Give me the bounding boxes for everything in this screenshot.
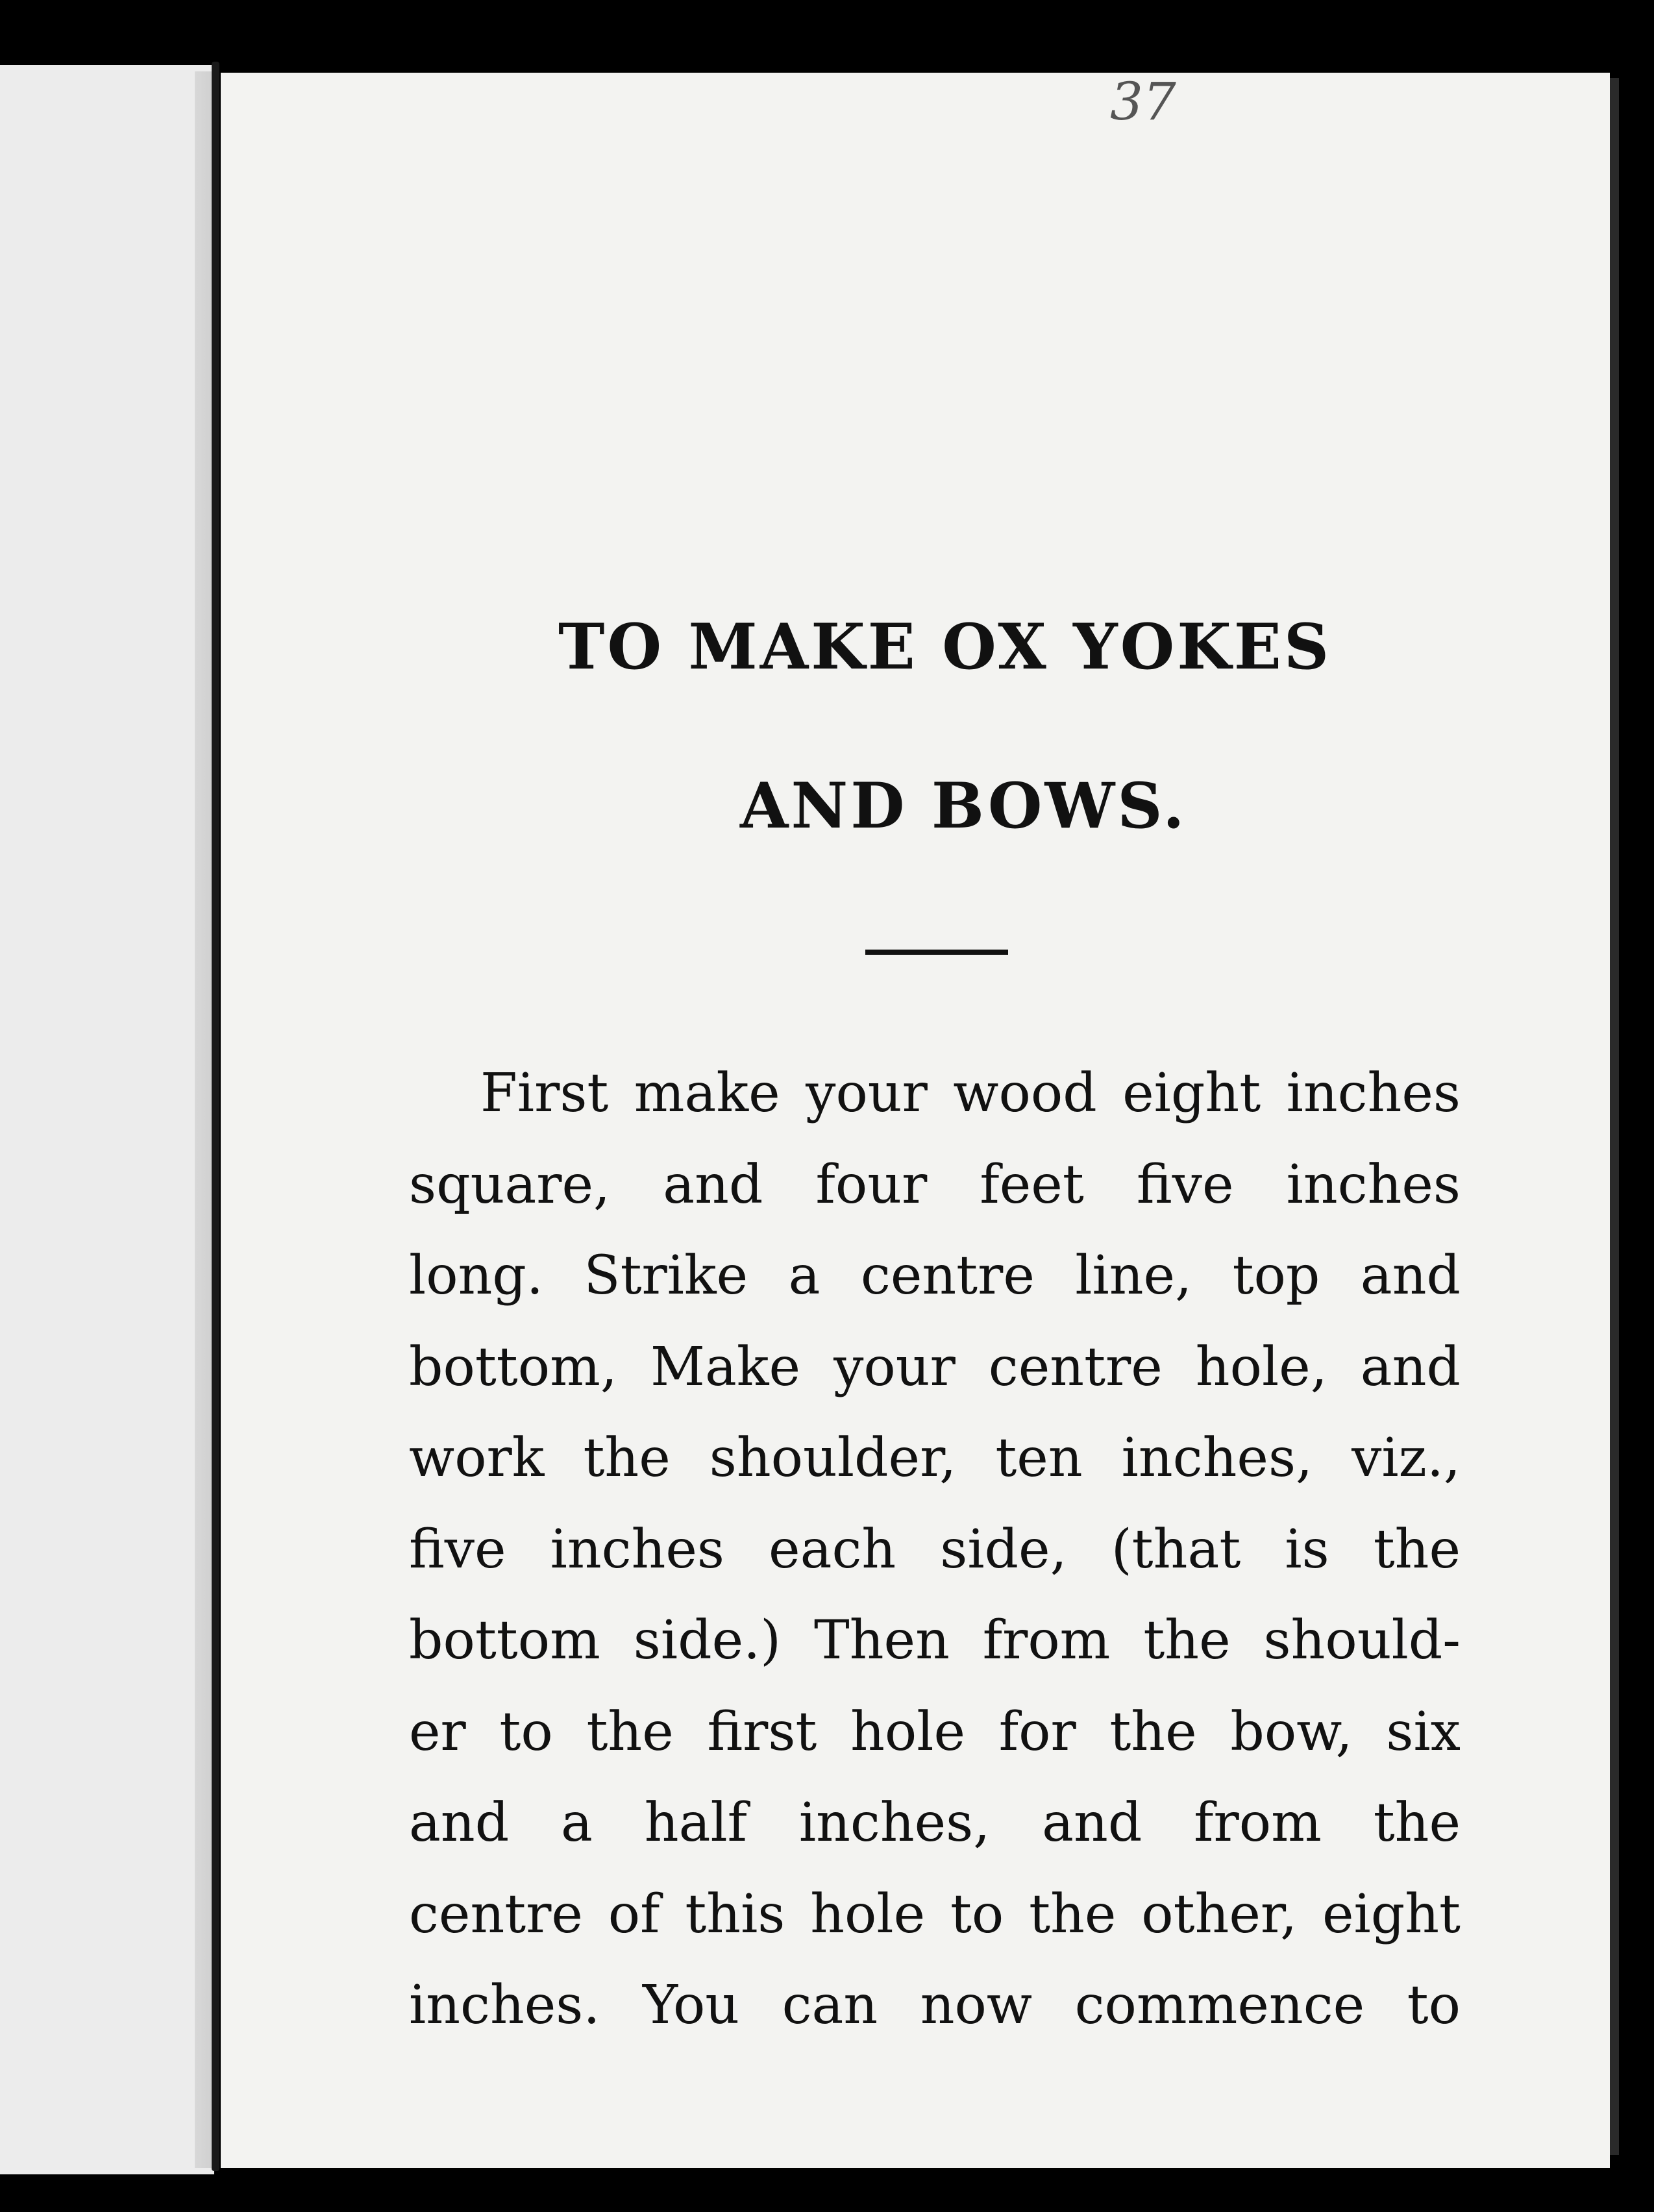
handwritten-folio-mark: 37: [1110, 71, 1176, 132]
book-gutter: [212, 62, 219, 2171]
body-line: centre of this hole to the other, eight: [409, 1883, 1461, 1945]
body-paragraph: [409, 1048, 1461, 2052]
page-right-edge: [1610, 78, 1619, 2155]
body-line: bottom, Make your centre hole, and: [409, 1336, 1461, 1398]
body-line: square, and four feet five inches: [409, 1153, 1461, 1216]
left-page-margin: [0, 65, 214, 2174]
heading-rule: [865, 950, 1008, 955]
body-line: five inches each side, (that is the: [409, 1518, 1461, 1580]
body-line: inches. You can now commence to: [409, 1974, 1461, 2036]
body-line: bottom side.) Then from the should-: [409, 1610, 1461, 1671]
heading-line-2: AND BOWS.: [740, 769, 1187, 842]
body-line: long. Strike a centre line, top and: [409, 1245, 1461, 1307]
body-line: and a half inches, and from the: [409, 1792, 1461, 1854]
body-line: er to the first hole for the bow, six: [409, 1701, 1461, 1763]
heading-line-1: TO MAKE OX YOKES: [558, 610, 1332, 683]
body-line: First make your wood eight inches: [480, 1063, 1461, 1124]
body-line: work the shoulder, ten inches, viz.,: [409, 1427, 1461, 1489]
